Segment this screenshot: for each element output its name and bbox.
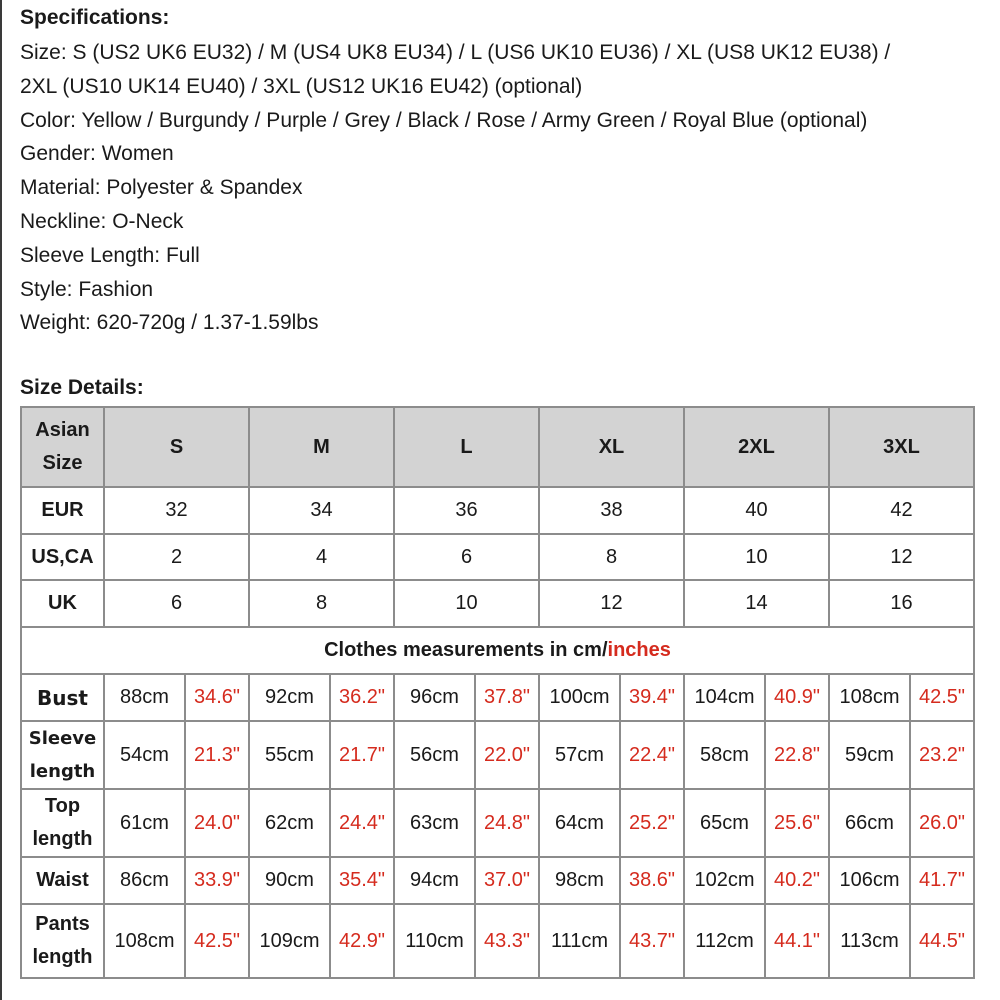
pants-length-row [22, 905, 975, 979]
inch-cell: 42.9" [331, 905, 395, 979]
inch-cell: 34.6" [186, 675, 250, 722]
inch-cell: 24.8" [476, 790, 540, 858]
cm-cell: 86cm [105, 858, 186, 905]
cm-cell: 57cm [540, 722, 621, 790]
inch-cell: 33.9" [186, 858, 250, 905]
asian-size-label: Asian Size [22, 408, 105, 488]
cm-cell: 54cm [105, 722, 186, 790]
waist-row [22, 858, 975, 905]
cm-cell: 56cm [395, 722, 476, 790]
cm-cell: 106cm [830, 858, 911, 905]
spec-line: Style: Fashion [20, 277, 154, 301]
inch-cell: 37.0" [476, 858, 540, 905]
table-cell: 14 [685, 581, 830, 628]
cm-cell: 110cm [395, 905, 476, 979]
table-cell: 6 [105, 581, 250, 628]
table-cell: 34 [250, 488, 395, 535]
inch-cell: 38.6" [621, 858, 685, 905]
spec-line: Size: S (US2 UK6 EU32) / M (US4 UK8 EU34) / L (US6 UK10 EU36) / XL (US8 UK12 EU38) / [20, 41, 891, 64]
inch-cell: 35.4" [331, 858, 395, 905]
row-label: UK [22, 581, 105, 628]
cm-cell: 55cm [250, 722, 331, 790]
spec-line: Gender: Women [20, 142, 174, 166]
inch-cell: 44.5" [911, 905, 975, 979]
table-cell: 40 [685, 488, 830, 535]
cm-cell: 59cm [830, 722, 911, 790]
spec-line: Neckline: O-Neck [20, 209, 184, 233]
cm-cell: 108cm [105, 905, 186, 979]
size-header-m: M [250, 408, 395, 488]
cm-cell: 112cm [685, 905, 766, 979]
cm-cell: 58cm [685, 722, 766, 790]
cm-cell: 94cm [395, 858, 476, 905]
size-header-row [22, 408, 975, 488]
spec-line: Weight: 620-720g / 1.37-1.59lbs [20, 311, 319, 335]
cm-cell: 108cm [830, 675, 911, 722]
row-label: Pants length [22, 905, 105, 979]
inch-cell: 39.4" [621, 675, 685, 722]
row-label: Top length [22, 790, 105, 858]
row-label: Sleeve length [22, 722, 105, 790]
table-cell: 10 [685, 535, 830, 581]
inch-cell: 40.2" [766, 858, 830, 905]
inch-cell: 24.4" [331, 790, 395, 858]
cm-cell: 90cm [250, 858, 331, 905]
inch-cell: 44.1" [766, 905, 830, 979]
table-cell: 2 [105, 535, 250, 581]
table-cell: 42 [830, 488, 975, 535]
cm-cell: 109cm [250, 905, 331, 979]
inch-cell: 21.3" [186, 722, 250, 790]
table-cell: 6 [395, 535, 540, 581]
specifications-list [20, 36, 890, 340]
size-header-l: L [395, 408, 540, 488]
table-cell: 4 [250, 535, 395, 581]
spec-line: Color: Yellow / Burgundy / Purple / Grey / Black / Rose / Army Green / Royal Blue (optional) [20, 108, 868, 132]
inch-cell: 21.7" [331, 722, 395, 790]
inch-cell: 26.0" [911, 790, 975, 858]
cm-cell: 62cm [250, 790, 331, 858]
measurements-title: Clothes measurements in cm/inches [22, 628, 975, 675]
specifications-heading: Specifications: [20, 6, 170, 29]
spec-line: 2XL (US10 UK14 EU40) / 3XL (US12 UK16 EU42) (optional) [20, 74, 583, 98]
table-cell: 16 [830, 581, 975, 628]
inch-cell: 22.4" [621, 722, 685, 790]
inch-cell: 24.0" [186, 790, 250, 858]
inch-cell: 41.7" [911, 858, 975, 905]
spec-line: Material: Polyester & Spandex [20, 176, 303, 200]
size-header-s: S [105, 408, 250, 488]
row-label: US,CA [22, 535, 105, 581]
inch-cell: 22.8" [766, 722, 830, 790]
cm-cell: 111cm [540, 905, 621, 979]
row-label: EUR [22, 488, 105, 535]
table-cell: 36 [395, 488, 540, 535]
row-label: Waist [22, 858, 105, 905]
measurements-section-row [22, 628, 975, 675]
inch-cell: 25.2" [621, 790, 685, 858]
size-details-heading: Size Details: [20, 376, 144, 399]
table-cell: 12 [830, 535, 975, 581]
cm-cell: 102cm [685, 858, 766, 905]
left-border [0, 0, 2, 1000]
cm-cell: 65cm [685, 790, 766, 858]
cm-cell: 64cm [540, 790, 621, 858]
inch-cell: 42.5" [186, 905, 250, 979]
inch-cell: 40.9" [766, 675, 830, 722]
inch-cell: 36.2" [331, 675, 395, 722]
eur-row [22, 488, 975, 535]
table-cell: 10 [395, 581, 540, 628]
inch-cell: 22.0" [476, 722, 540, 790]
table-cell: 8 [540, 535, 685, 581]
cm-cell: 63cm [395, 790, 476, 858]
cm-cell: 96cm [395, 675, 476, 722]
bust-row [22, 675, 975, 722]
top-length-row [22, 790, 975, 858]
inch-cell: 43.3" [476, 905, 540, 979]
uk-row [22, 581, 975, 628]
size-header-2xl: 2XL [685, 408, 830, 488]
cm-cell: 113cm [830, 905, 911, 979]
inch-cell: 42.5" [911, 675, 975, 722]
sleeve-length-row [22, 722, 975, 790]
spec-line: Sleeve Length: Full [20, 243, 200, 267]
cm-cell: 92cm [250, 675, 331, 722]
cm-cell: 88cm [105, 675, 186, 722]
size-header-xl: XL [540, 408, 685, 488]
cm-cell: 66cm [830, 790, 911, 858]
cm-cell: 100cm [540, 675, 621, 722]
table-cell: 12 [540, 581, 685, 628]
us-ca-row [22, 535, 975, 581]
size-header-3xl: 3XL [830, 408, 975, 488]
inch-cell: 37.8" [476, 675, 540, 722]
cm-cell: 98cm [540, 858, 621, 905]
row-label: Bust [22, 675, 105, 722]
table-cell: 8 [250, 581, 395, 628]
inch-cell: 25.6" [766, 790, 830, 858]
cm-cell: 61cm [105, 790, 186, 858]
inch-cell: 43.7" [621, 905, 685, 979]
size-chart-table [20, 406, 975, 979]
inch-cell: 23.2" [911, 722, 975, 790]
cm-cell: 104cm [685, 675, 766, 722]
table-cell: 38 [540, 488, 685, 535]
table-cell: 32 [105, 488, 250, 535]
